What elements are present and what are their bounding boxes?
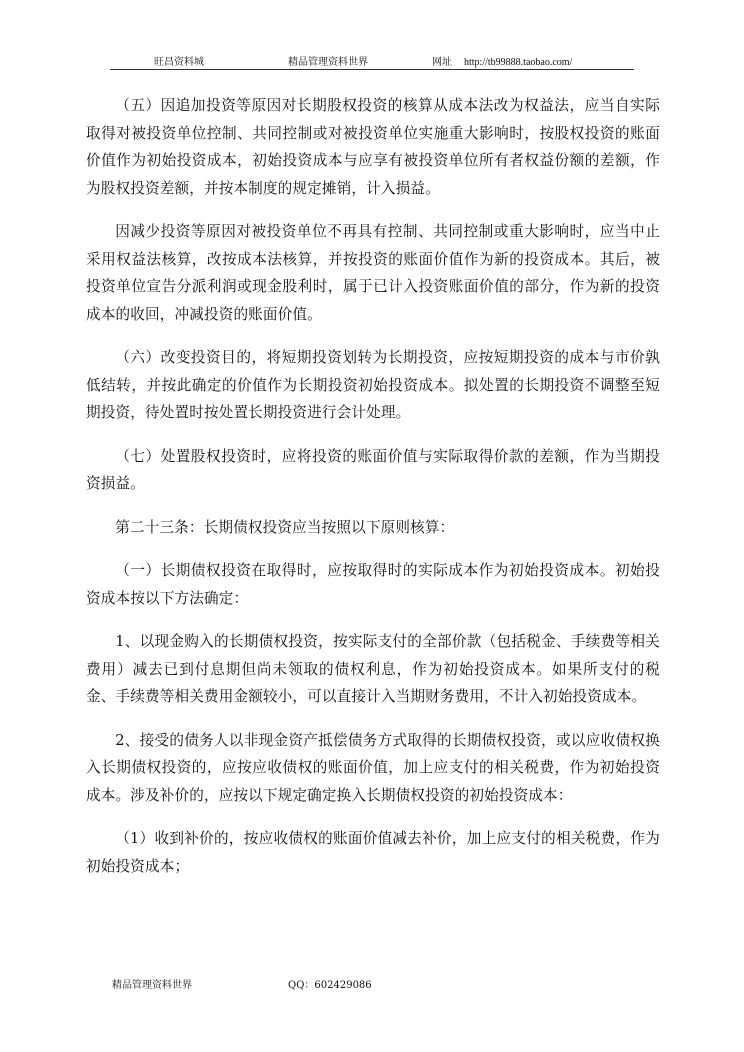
- article-23-heading: 第二十三条：长期债权投资应当按照以下原则核算：: [115, 518, 455, 536]
- paragraph-subitem-1: （1）收到补价的，按应收债权的账面价值减去补价，加上应支付的相关税费，作为初始投资成本；: [86, 830, 660, 875]
- paragraph-6: （六）改变投资目的，将短期投资划转为长期投资，应按短期投资的成本与市价孰低结转，并按此确定的价值作为长期投资初始投资成本。拟处置的长期投资不调整至短期投资，待处置时按处置长期投资进行会计处理。: [86, 349, 660, 421]
- paragraph-5-continued: 因减少投资等原因对被投资单位不再具有控制、共同控制或重大影响时，应当中止采用权益法核算，改按成本法核算，并按投资的账面价值作为新的投资成本。其后，被投资单位宣告分派利润或现金股利时，属于已计入投资账面价值的部分，作为新的投资成本的收回，冲减投资的账面价值。: [86, 223, 660, 323]
- document-body: [86, 92, 660, 896]
- page-footer: [112, 976, 572, 992]
- header-url-block: [432, 53, 572, 68]
- footer-site-name: 精品管理资料世界: [112, 980, 192, 991]
- footer-qq: QQ：602429086: [288, 980, 372, 991]
- header-site-name: 精品管理资料世界: [288, 57, 368, 68]
- paragraph-item-1: 1、以现金购入的长期债权投资，按实际支付的全部价款（包括税金、手续费等相关费用）减去已到付息期但尚未领取的债权利息，作为初始投资成本。如果所支付的税金、手续费等相关费用金额较小，可以直接计入当期财务费用，不计入初始投资成本。: [86, 633, 660, 705]
- header-shop-name: 旺昌资料城: [154, 57, 204, 68]
- paragraph-item-2: 2、接受的债务人以非现金资产抵偿债务方式取得的长期债权投资，或以应收债权换入长期债权投资的，应按应收债权的账面价值，加上应支付的相关税费，作为初始投资成本。涉及补价的，应按以下规定确定换入长期债权投资的初始投资成本：: [86, 731, 660, 804]
- page-header: [110, 51, 634, 70]
- paragraph-5: （五）因追加投资等原因对长期股权投资的核算从成本法改为权益法，应当自实际取得对被投资单位控制、共同控制或对被投资单位实施重大影响时，按股权投资的账面价值作为初始投资成本，初始投资成本与应享有被投资单位所有者权益份额的差额，作为股权投资差额，并按本制度的规定摊销，计入损益。: [86, 97, 660, 197]
- header-url-label: 网址: [432, 57, 452, 68]
- paragraph-article-23-1: （一）长期债权投资在取得时，应按取得时的实际成本作为初始投资成本。初始投资成本按以下方法确定：: [86, 562, 660, 607]
- paragraph-7: （七）处置股权投资时，应将投资的账面价值与实际取得价款的差额，作为当期投资损益。: [86, 447, 660, 492]
- header-url-link[interactable]: http://tb99888.taobao.com/: [464, 57, 573, 68]
